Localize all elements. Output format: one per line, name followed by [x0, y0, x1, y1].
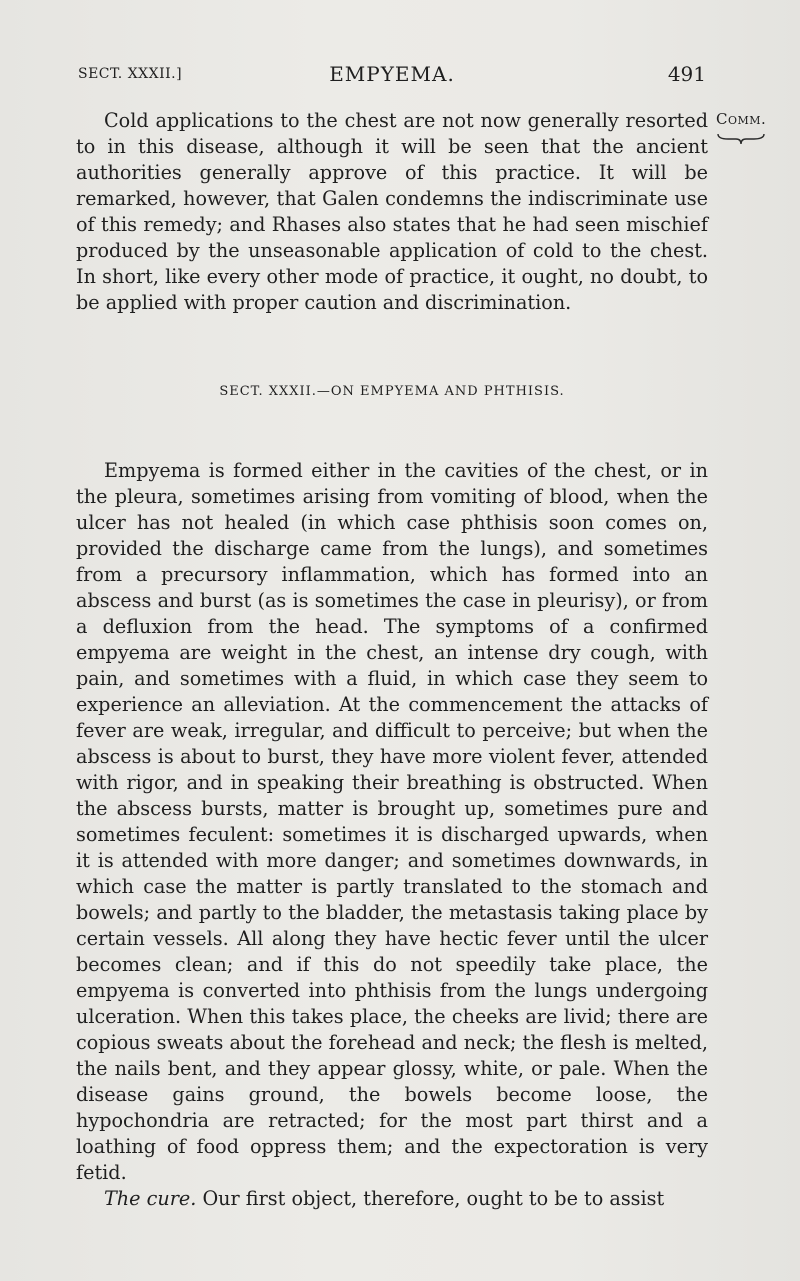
commentary-paragraph — [76, 108, 708, 316]
cure-label: The cure. — [104, 1187, 197, 1210]
cure-text: Our first object, therefore, ought to be to assist — [202, 1187, 665, 1210]
section-body — [76, 458, 708, 1212]
commentary-text: Cold applications to the chest are not now generally resorted to in this disease, although it will be seen that the ancient authorities generally approve of this practice. It will be remarked, however, that Galen condemns the indiscriminate use of this remedy; and Rhases also states that he had seen mischief produced by the unseasonable application of cold to the chest. In short, like every other mode of practice, it ought, no doubt, to be applied with proper caution and discrimination. — [76, 109, 708, 314]
section-reference: SECT. XXXII.] — [78, 66, 183, 82]
page-header — [78, 62, 706, 90]
curly-brace-icon — [716, 132, 766, 146]
section-heading: SECT. XXXII.—ON EMPYEMA AND PHTHISIS. — [219, 384, 565, 399]
page-number: 491 — [667, 62, 706, 86]
margin-note-commentary: Comm. — [716, 110, 767, 128]
section-body-text: Empyema is formed either in the cavities of the chest, or in the pleura, sometimes arising from vomiting of blood, when the ulcer has not healed (in which case phthisis soon comes on, provided the discharge came from the lungs), and sometimes from a precursory inflammation, which has formed into an abscess and burst (as is sometimes the case in pleurisy), or from a defluxion from the head. The symptoms of a confirmed empyema are weight in the chest, an intense dry cough, with pain, and sometimes with a fluid, in which case they seem to experience an alleviation. At the commencement the attacks of fever are weak, irregular, and difficult to perceive; but when the abscess is about to burst, they have more violent fever, attended with rigor, and in speaking their breathing is obstructed. When the abscess bursts, matter is brought up, sometimes pure and sometimes feculent: sometimes it is discharged upwards, when it is attended with more danger; and sometimes downwards, in which case the matter is partly translated to the stomach and bowels; and partly to the bladder, the metastasis taking place by certain vessels. All along they have hectic fever until the ulcer becomes clean; and if this do not speedily take place, the empyema is converted into phthisis from the lungs undergoing ulceration. When this takes place, the cheeks are livid; there are copious sweats about the forehead and neck; the flesh is melted, the nails bent, and they appear glossy, white, or pale. When the disease gains ground, the bowels become loose, the hypochondria are retracted; for the most part thirst and a loathing of food oppress them; and the expectoration is very fetid. — [76, 459, 708, 1184]
running-title: EMPYEMA. — [329, 62, 455, 86]
cure-paragraph — [76, 1186, 708, 1212]
